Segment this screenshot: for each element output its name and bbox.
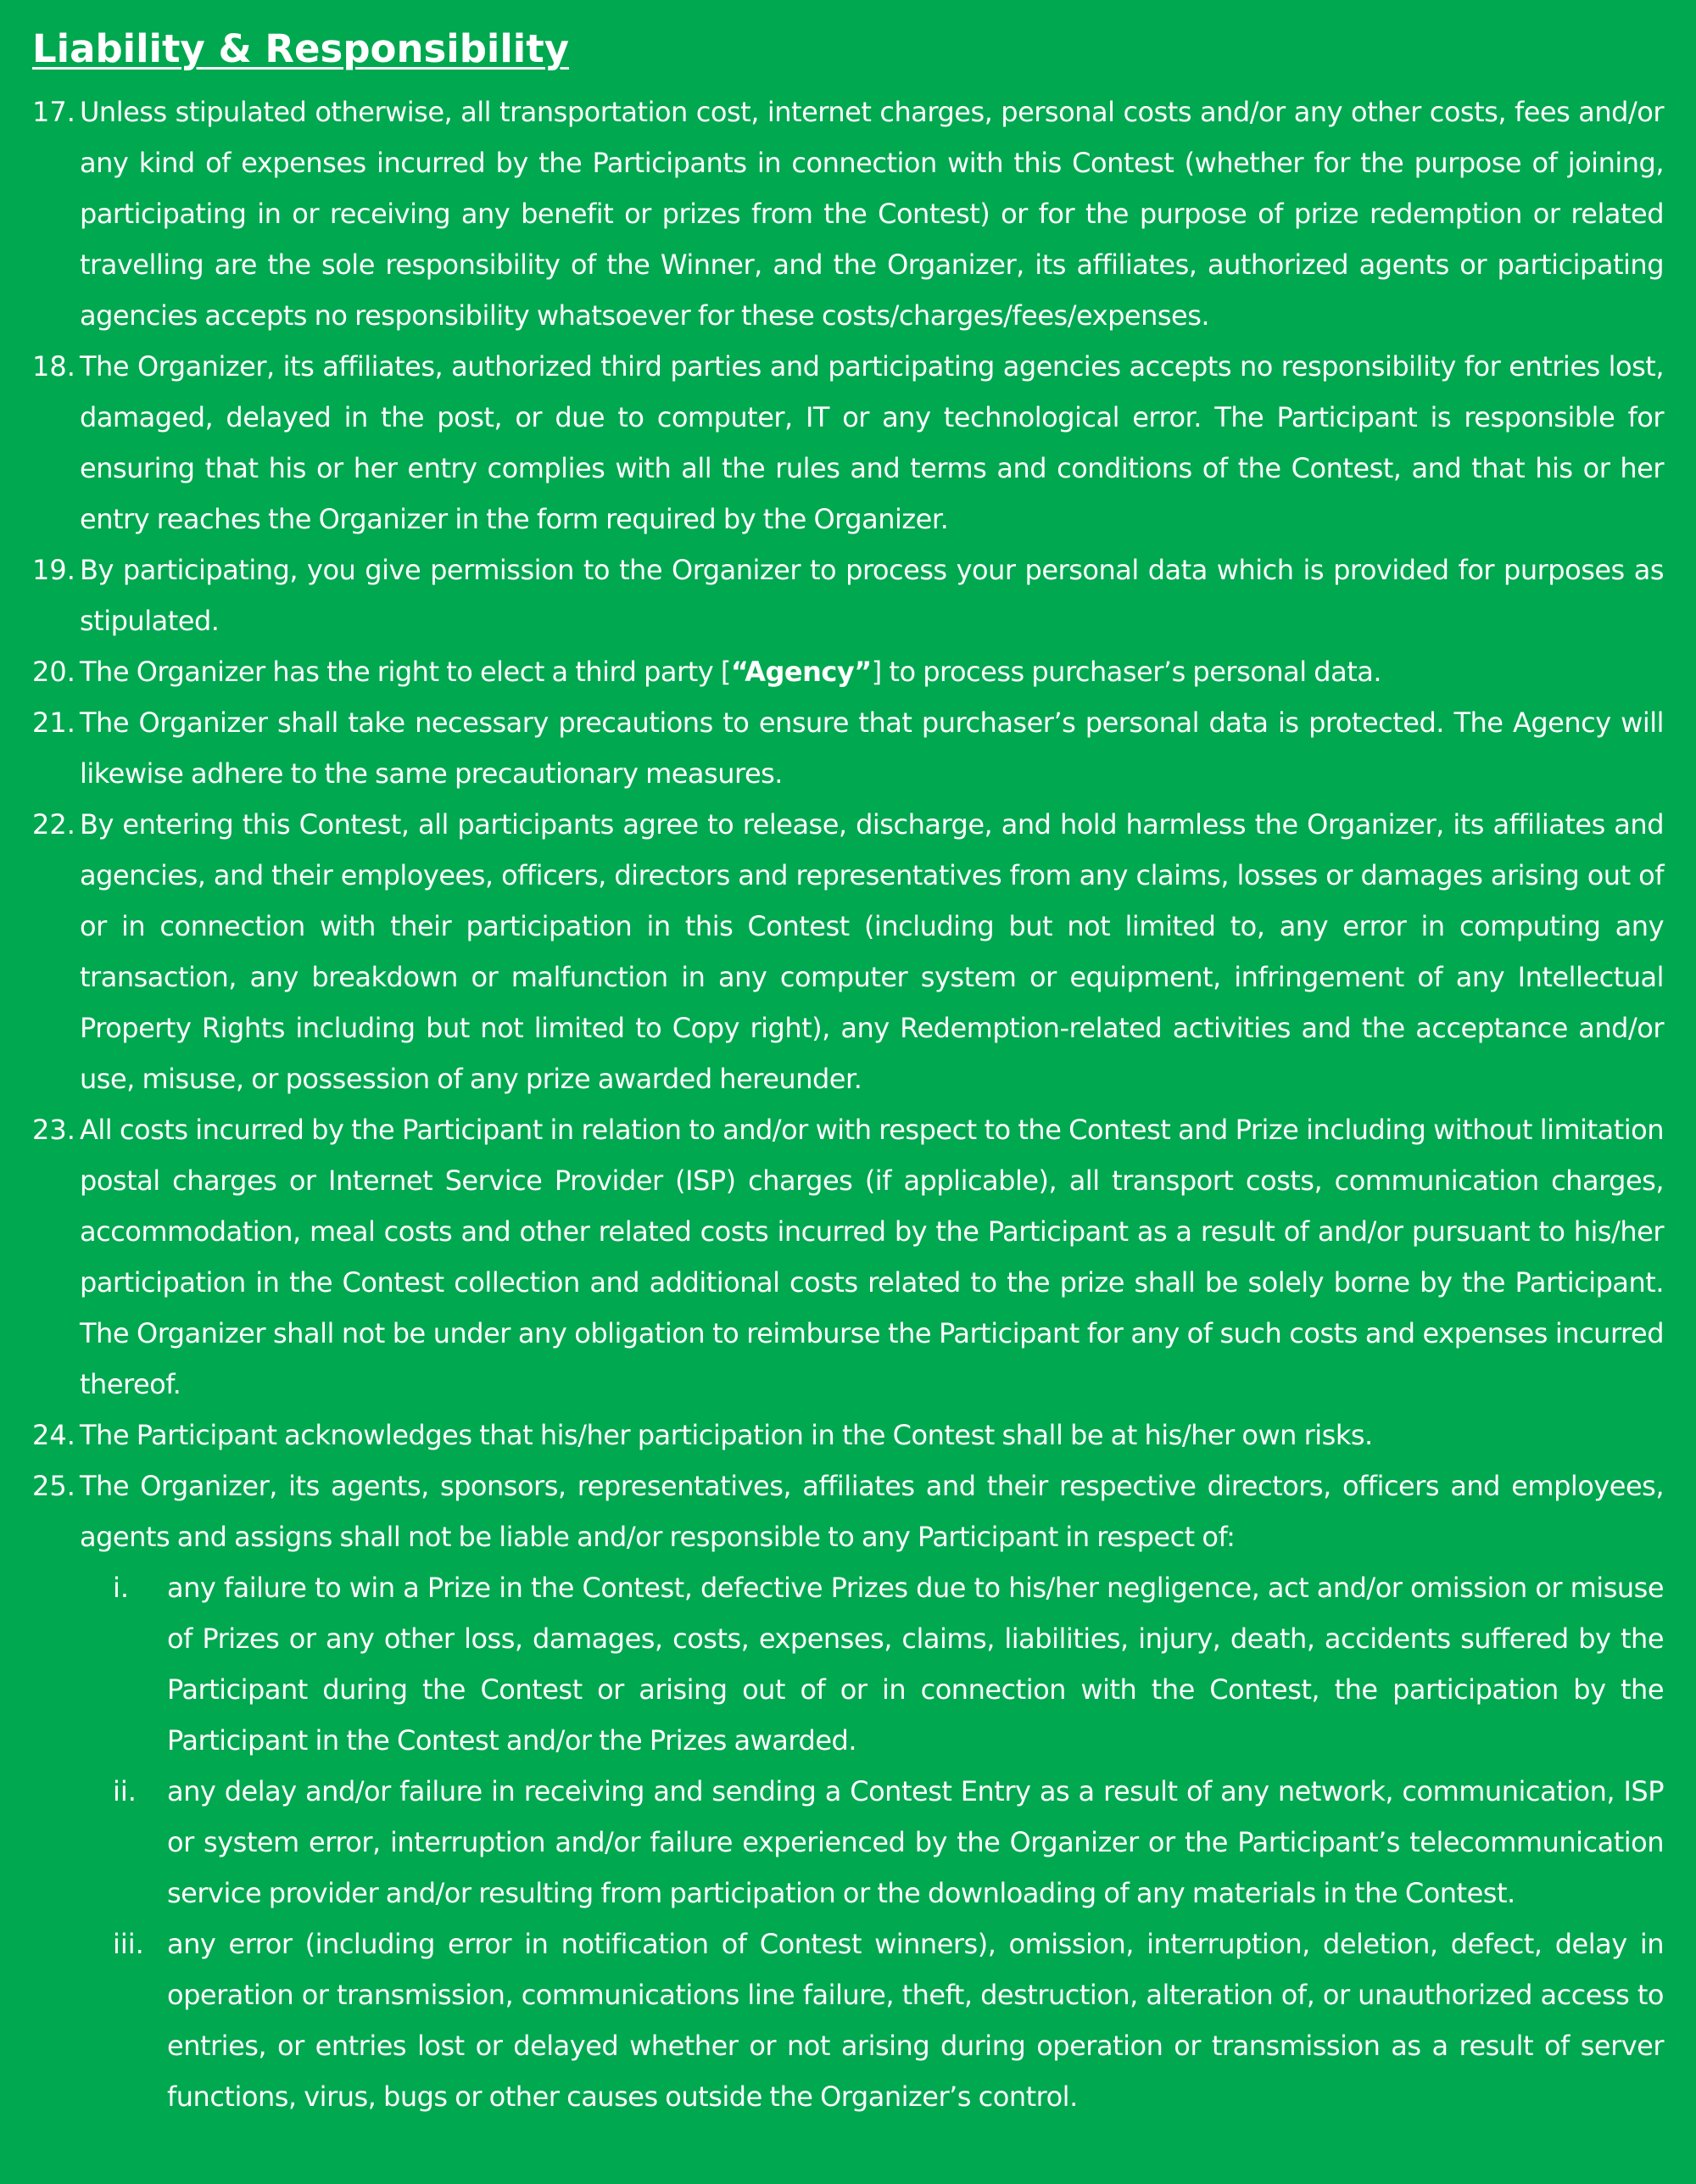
subclause-marker: ii.	[113, 1775, 137, 1807]
subclause-list	[32, 1562, 1664, 2122]
subclause-marker: i.	[113, 1572, 130, 1604]
clause-text: All costs incurred by the Participant in relation to and/or with respect to the Contest and Prize including without limitation postal charges or Internet Service Provider (ISP) charges (if applicable), all transport costs, communication charges, accommodation, meal costs and other related costs incurred by the Participant as a result of and/or pursuant to his/her participation in the Contest collection and additional costs related to the prize shall be solely borne by the Participant. The Organizer shall not be under any obligation to reimburse the Participant for any of such costs and expenses incurred thereof.	[80, 1114, 1664, 1400]
clause-number: 20.	[32, 656, 75, 688]
clause-23	[32, 1104, 1664, 1410]
clause-24	[32, 1410, 1664, 1461]
subclause-iii	[113, 1919, 1664, 2122]
subclause-marker: iii.	[113, 1928, 144, 1960]
clause-22	[32, 799, 1664, 1104]
clause-number: 19.	[32, 554, 75, 586]
clause-text-before: The Organizer has the right to elect a third party [	[80, 656, 731, 688]
subclause-text: any failure to win a Prize in the Contest, defective Prizes due to his/her negligence, act and/or omission or misuse of Prizes or any other loss, damages, costs, expenses, claims, liabilities, injury, death, accidents suffered by the Participant during the Contest or arising out of or in connection with the Contest, the participation by the Participant in the Contest and/or the Prizes awarded.	[167, 1572, 1664, 1757]
clause-18	[32, 341, 1664, 545]
clause-17	[32, 87, 1664, 341]
clause-text: The Organizer, its agents, sponsors, representatives, affiliates and their respective directors, officers and employees, agents and assigns shall not be liable and/or responsible to any Participant in respect of:	[80, 1470, 1664, 1553]
clause-19	[32, 545, 1664, 646]
clause-text	[80, 646, 1664, 697]
clause-number: 21.	[32, 707, 75, 739]
clause-text: By participating, you give permission to the Organizer to process your personal data which is provided for purposes as stipulated.	[80, 554, 1664, 637]
clause-text-after: ] to process purchaser’s personal data.	[871, 656, 1382, 688]
clause-number: 18.	[32, 350, 75, 383]
subclause-text: any delay and/or failure in receiving and sending a Contest Entry as a result of any network, communication, ISP or system error, interruption and/or failure experienced by the Organizer or the Participant’s telecommunication service provider and/or resulting from participation or the downloading of any materials in the Contest.	[167, 1775, 1664, 1909]
clause-number: 23.	[32, 1114, 75, 1146]
section-heading: Liability & Responsibility	[32, 26, 570, 71]
agency-term: “Agency”	[730, 656, 872, 688]
clause-number: 22.	[32, 808, 75, 841]
subclause-text: any error (including error in notification of Contest winners), omission, interruption, deletion, defect, delay in operation or transmission, communications line failure, theft, destruction, alteration of, or unauthorized access to entries, or entries lost or delayed whether or not arising during operation or transmission as a result of server functions, virus, bugs or other causes outside the Organizer’s control.	[167, 1928, 1664, 2113]
clause-text: Unless stipulated otherwise, all transportation cost, internet charges, personal costs and/or any other costs, fees and/or any kind of expenses incurred by the Participants in connection with this Contest (whether for the purpose of joining, participating in or receiving any benefit or prizes from the Contest) or for the purpose of prize redemption or related travelling are the sole responsibility of the Winner, and the Organizer, its affiliates, authorized agents or participating agencies accepts no responsibility whatsoever for these costs/charges/fees/expenses.	[80, 96, 1664, 332]
clause-21	[32, 697, 1664, 799]
clause-text: The Organizer shall take necessary precautions to ensure that purchaser’s personal data is protected. The Agency will likewise adhere to the same precautionary measures.	[80, 707, 1664, 790]
clause-text: The Participant acknowledges that his/her participation in the Contest shall be at his/her own risks.	[80, 1419, 1373, 1451]
clause-text: By entering this Contest, all participants agree to release, discharge, and hold harmless the Organizer, its affiliates and agencies, and their employees, officers, directors and representatives from any claims, losses or damages arising out of or in connection with their participation in this Contest (including but not limited to, any error in computing any transaction, any breakdown or malfunction in any computer system or equipment, infringement of any Intellectual Property Rights including but not limited to Copy right), any Redemption-related activities and the acceptance and/or use, misuse, or possession of any prize awarded hereunder.	[80, 808, 1664, 1095]
clause-number: 25.	[32, 1470, 75, 1502]
clause-number: 17.	[32, 96, 75, 128]
clause-number: 24.	[32, 1419, 75, 1451]
clause-list	[32, 87, 1664, 1562]
subclause-i	[113, 1562, 1664, 1766]
subclause-ii	[113, 1766, 1664, 1919]
clause-20	[32, 646, 1664, 697]
clause-text: The Organizer, its affiliates, authorized third parties and participating agencies accepts no responsibility for entries lost, damaged, delayed in the post, or due to computer, IT or any technological error. The Participant is responsible for ensuring that his or her entry complies with all the rules and terms and conditions of the Contest, and that his or her entry reaches the Organizer in the form required by the Organizer.	[80, 350, 1664, 535]
clause-25	[32, 1461, 1664, 1562]
